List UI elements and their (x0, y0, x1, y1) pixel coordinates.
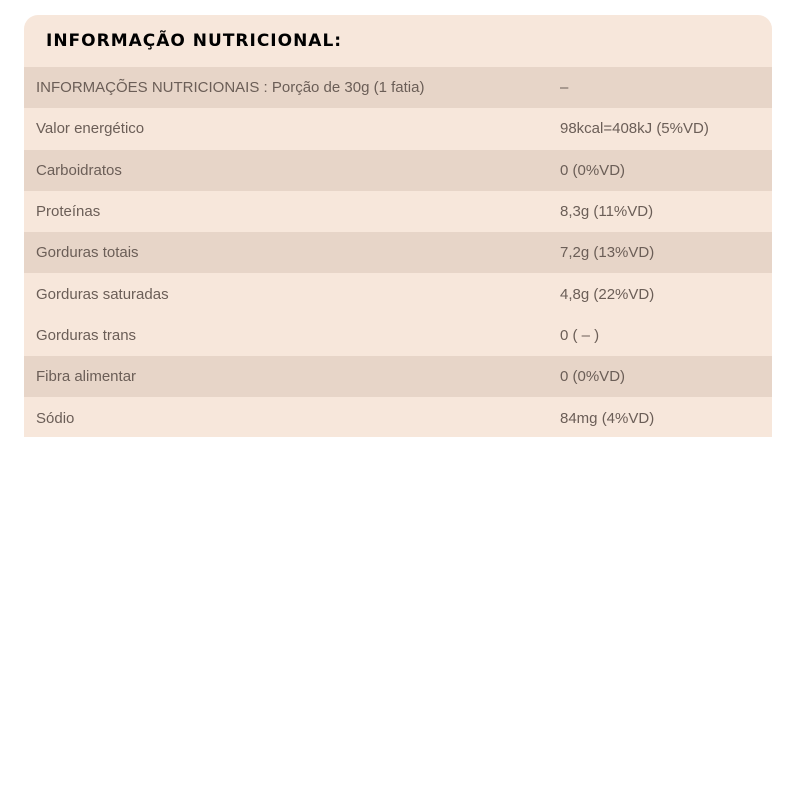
table-row-sodium (24, 397, 772, 437)
nutrition-panel (24, 15, 772, 437)
row-value: 84mg (4%VD) (560, 409, 655, 427)
row-value: – (560, 79, 569, 97)
row-label: INFORMAÇÕES NUTRICIONAIS : Porção de 30g (1 fatia) (36, 79, 425, 97)
row-value: 98kcal=408kJ (5%VD) (560, 120, 709, 138)
row-value: 7,2g (13%VD) (560, 244, 655, 262)
table-row-saturated-fat (24, 273, 772, 314)
table-row-total-fat (24, 232, 772, 273)
row-label: Fibra alimentar (36, 368, 137, 386)
row-label: Valor energético (36, 120, 145, 138)
row-value: 4,8g (22%VD) (560, 285, 655, 303)
row-value: 0 ( – ) (560, 326, 600, 344)
row-label: Gorduras saturadas (36, 285, 169, 303)
row-value: 8,3g (11%VD) (560, 203, 654, 221)
table-row-carbs (24, 150, 772, 191)
table-row-fiber (24, 356, 772, 397)
table-row-energy (24, 108, 772, 149)
nutrition-table (24, 67, 772, 437)
panel-title: INFORMAÇÃO NUTRICIONAL: (46, 31, 343, 51)
row-value: 0 (0%VD) (560, 161, 626, 179)
row-value: 0 (0%VD) (560, 368, 626, 386)
row-label: Carboidratos (36, 161, 122, 179)
table-row-protein (24, 191, 772, 232)
table-row-trans-fat (24, 315, 772, 356)
row-label: Gorduras totais (36, 244, 139, 262)
row-label: Proteínas (36, 203, 101, 221)
row-label: Gorduras trans (36, 326, 137, 344)
row-label: Sódio (36, 409, 75, 427)
table-row-serving (24, 67, 772, 108)
